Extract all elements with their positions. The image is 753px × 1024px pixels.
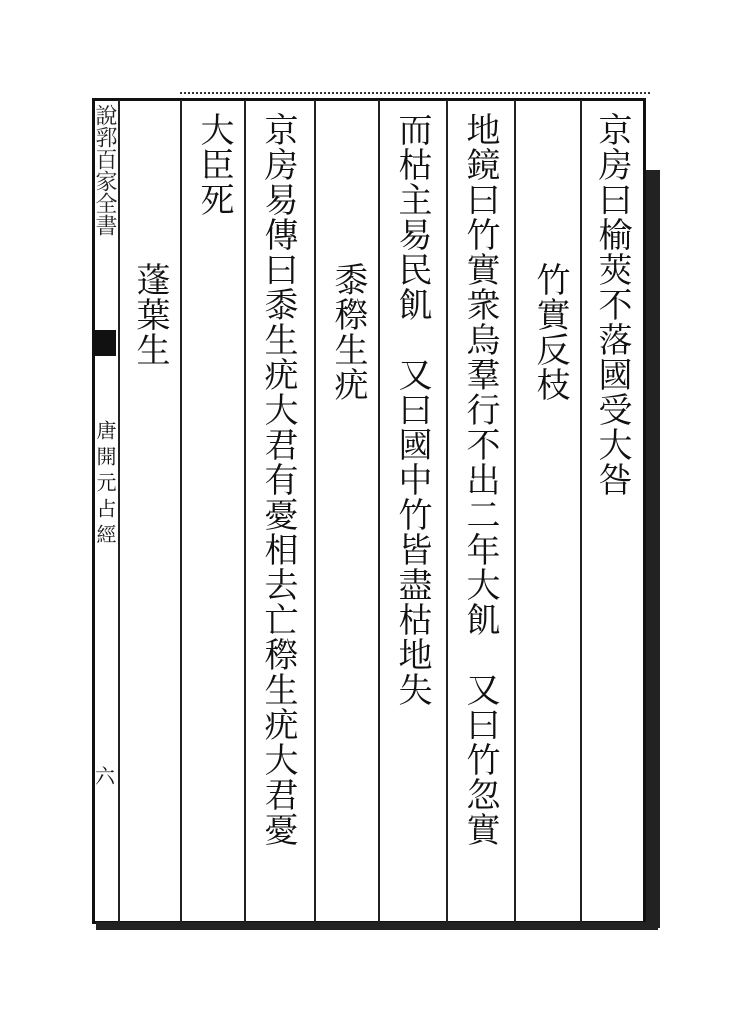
column-rule — [118, 100, 120, 922]
margin-book-title: 說郛百家全書 — [92, 104, 117, 236]
fishtail-mark — [92, 330, 116, 356]
column-rule — [244, 100, 246, 922]
text-column-5: 黍穄生疣 — [328, 262, 368, 402]
column-rule — [314, 100, 316, 922]
frame-shadow-bottom — [96, 922, 658, 930]
text-column-2: 竹實反枝 — [530, 262, 570, 402]
column-rule — [446, 100, 448, 922]
column-rule — [180, 100, 182, 922]
page-number: 六 — [95, 764, 115, 788]
column-rule — [514, 100, 516, 922]
frame-shadow-right — [646, 170, 660, 928]
text-column-4: 而枯主易民飢 又曰國中竹皆盡枯地失 — [392, 112, 432, 707]
column-rule — [580, 100, 582, 922]
text-column-8: 蓬葉生 — [130, 262, 170, 367]
column-rule — [378, 100, 380, 922]
text-column-3: 地鏡曰竹實衆烏羣行不出二年大飢 又曰竹忽實 — [460, 112, 500, 847]
text-column-1: 京房曰榆莢不落國受大咎 — [592, 112, 632, 497]
text-column-6: 京房易傳曰黍生疣大君有憂相去亡穄生疣大君憂 — [258, 112, 298, 847]
margin-chapter-title: 唐開元占經 — [93, 420, 117, 550]
text-column-7: 大臣死 — [194, 112, 234, 217]
page-frame — [92, 98, 646, 924]
